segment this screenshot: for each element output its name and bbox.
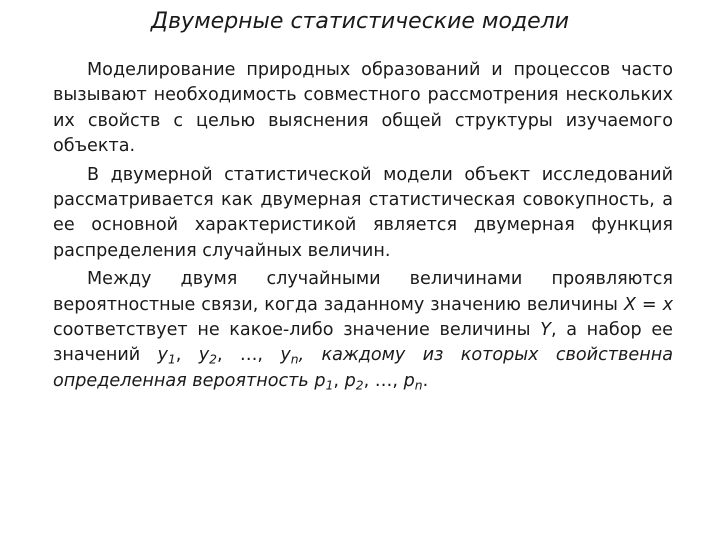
ellipsis: , …, bbox=[216, 345, 281, 366]
paragraph-3-text-4: , каждому из которых свойственна определенная вероятность bbox=[53, 345, 674, 391]
subscript-n: n bbox=[414, 378, 423, 393]
subscript-1: 1 bbox=[325, 378, 334, 393]
y-symbol: y bbox=[157, 345, 168, 366]
final-period: . bbox=[422, 370, 429, 391]
variable-x-lower: x bbox=[662, 294, 673, 315]
subscript-1: 1 bbox=[167, 353, 176, 368]
p-symbol: p bbox=[314, 370, 326, 391]
variable-pn bbox=[404, 371, 423, 391]
paragraph-1: Моделирование природных образований и процессов часто вызывают необходимость совместного рассмотрения нескольких их свойств с целью выяснения общей структуры изучаемого объекта. bbox=[53, 60, 673, 157]
ellipsis: , …, bbox=[363, 370, 404, 391]
paragraph-3-text-1: Между двумя случайными величинами проявляются вероятностные связи, когда заданному значению величины bbox=[53, 269, 673, 315]
paragraph-2: В двумерной статистической модели объект исследований рассматривается как двумерная статистическая совокупность, а ее основной характеристикой является двумерная функция распределения случайных величин. bbox=[53, 164, 673, 261]
paragraph-3-text-2: соответствует не какое-либо значение величины bbox=[53, 320, 541, 341]
subscript-2: 2 bbox=[355, 378, 364, 393]
y-symbol: y bbox=[280, 345, 291, 366]
slide-title: Двумерные статистические модели bbox=[150, 9, 570, 34]
subscript-2: 2 bbox=[209, 353, 217, 368]
y-symbol: y bbox=[198, 345, 210, 366]
variable-y1 bbox=[157, 345, 176, 368]
variable-yn bbox=[280, 345, 299, 368]
variable-y-upper: Y bbox=[540, 320, 551, 341]
variable-y2 bbox=[198, 345, 217, 368]
subscript-n: n bbox=[290, 353, 299, 368]
separator: , bbox=[175, 345, 199, 366]
p-symbol: p bbox=[403, 370, 415, 391]
paragraph-3 bbox=[53, 267, 673, 394]
variable-x-upper: X bbox=[623, 294, 636, 315]
paragraph-3-text-3: , а набор ее значений bbox=[53, 320, 673, 366]
equals-sign: = bbox=[635, 294, 663, 315]
variable-p2 bbox=[345, 371, 364, 391]
separator: , bbox=[333, 370, 345, 391]
slide-body bbox=[53, 58, 673, 394]
variable-p1 bbox=[314, 371, 333, 391]
p-symbol: p bbox=[344, 370, 356, 391]
